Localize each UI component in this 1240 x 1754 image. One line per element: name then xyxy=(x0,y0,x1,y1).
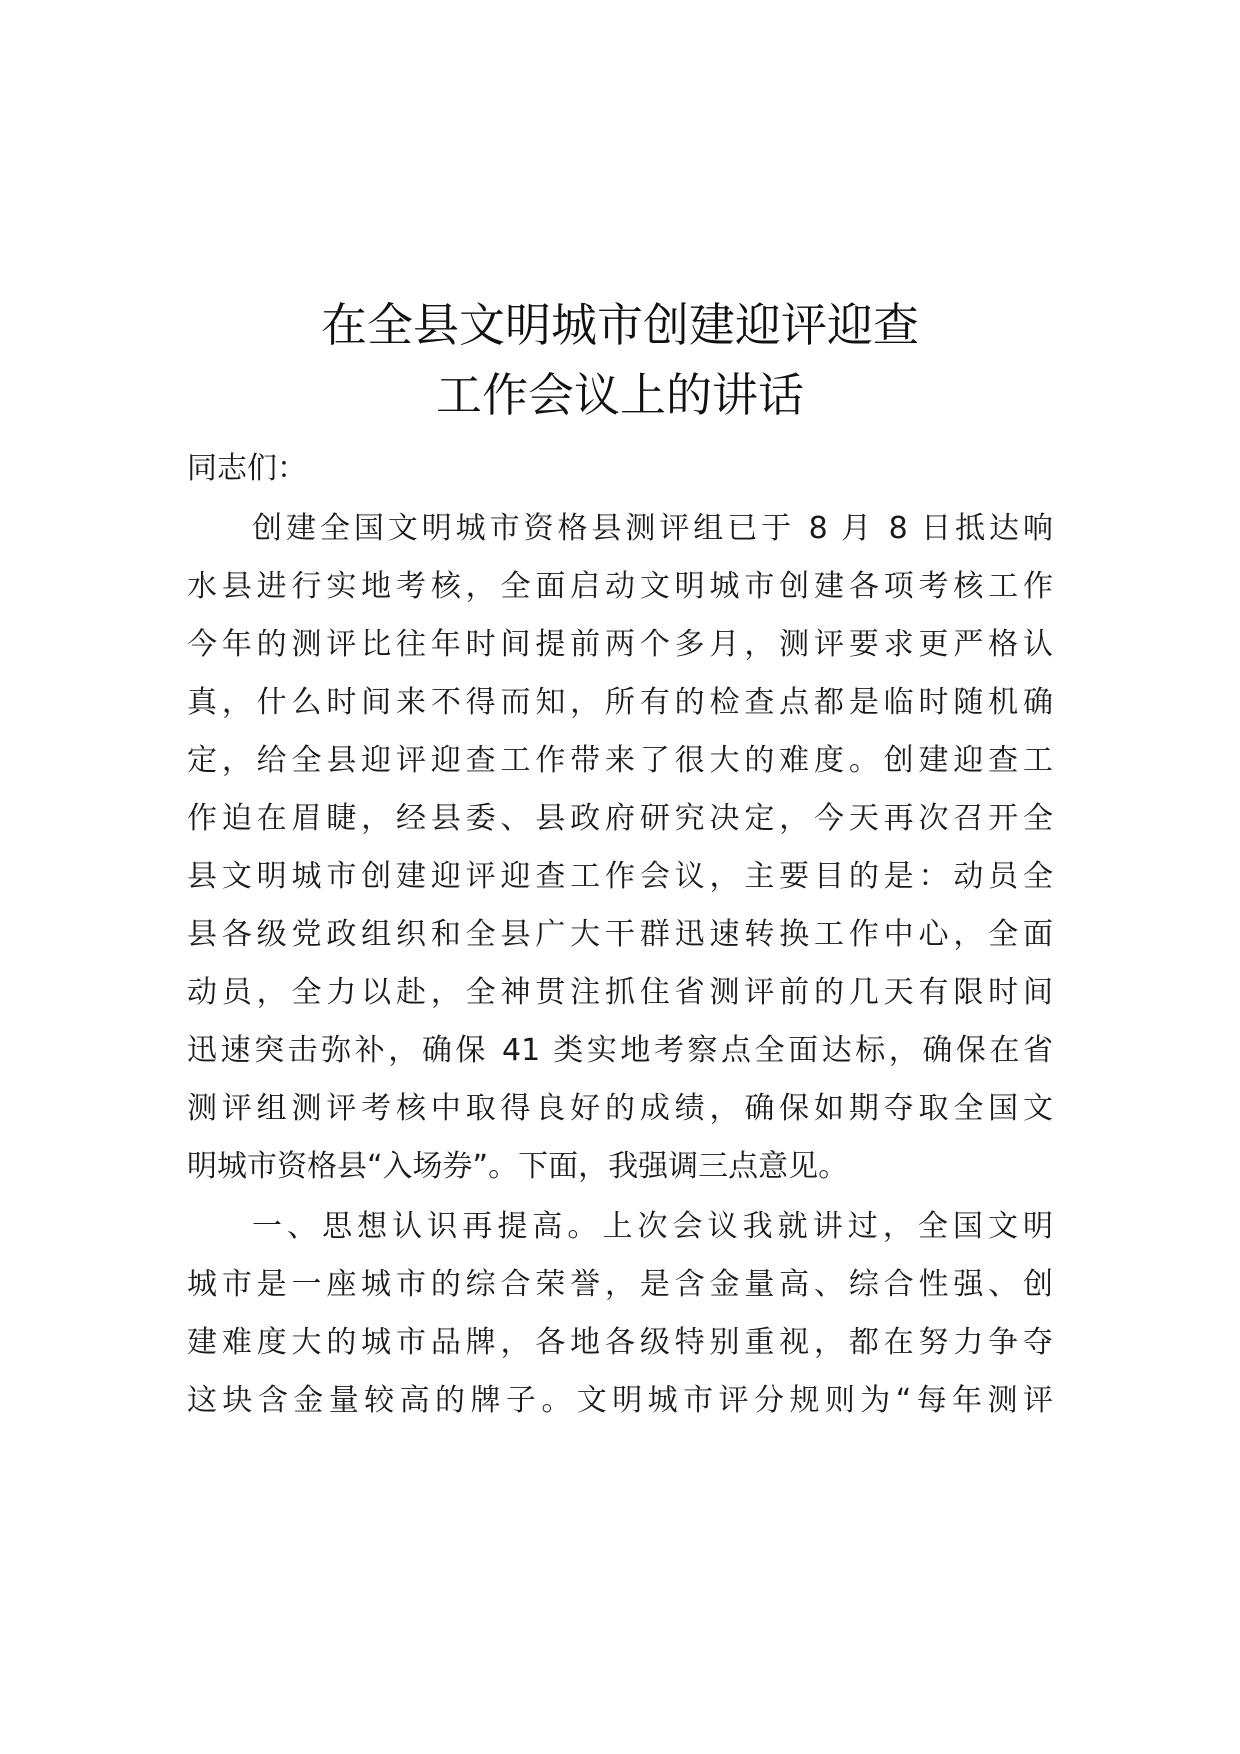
body-line: 水县进行实地考核，全面启动文明城市创建各项考核工作 xyxy=(187,569,1053,604)
body-line: 建难度大的城市品牌，各地各级特别重视，都在努力争夺 xyxy=(187,1325,1053,1360)
body-line: 明城市资格县“入场券”。下面，我强调三点意见。 xyxy=(187,1149,849,1184)
body-line: 真，什么时间来不得而知，所有的检查点都是临时随机确 xyxy=(187,685,1053,720)
body-line: 今年的测评比往年时间提前两个多月，测评要求更严格认 xyxy=(187,627,1053,662)
body-line: 测评组测评考核中取得良好的成绩，确保如期夺取全国文 xyxy=(187,1091,1053,1126)
body-line: 迅速突击弥补，确保 41 类实地考察点全面达标，确保在省 xyxy=(187,1033,1053,1068)
body-line: 创建全国文明城市资格县测评组已于 8 月 8 日抵达响 xyxy=(252,511,1053,546)
body-line: 这块含金量较高的牌子。文明城市评分规则为“每年测评 xyxy=(187,1383,1053,1418)
body-line: 县各级党政组织和全县广大干群迅速转换工作中心，全面 xyxy=(187,917,1053,952)
body-line: 定，给全县迎评迎查工作带来了很大的难度。创建迎查工 xyxy=(187,743,1053,778)
document-title-line-2: 工作会议上的讲话 xyxy=(436,368,804,422)
body-line: 县文明城市创建迎评迎查工作会议，主要目的是：动员全 xyxy=(187,859,1053,894)
section-heading-line: 一、思想认识再提高。上次会议我就讲过，全国文明 xyxy=(252,1209,1053,1244)
salutation: 同志们： xyxy=(187,451,307,486)
body-line: 城市是一座城市的综合荣誉，是含金量高、综合性强、创 xyxy=(187,1267,1053,1302)
document-title-line-1: 在全县文明城市创建迎评迎查 xyxy=(321,298,919,352)
body-line: 作迫在眉睫，经县委、县政府研究决定，今天再次召开全 xyxy=(187,801,1053,836)
body-line: 动员，全力以赴，全神贯注抓住省测评前的几天有限时间 xyxy=(187,975,1053,1010)
